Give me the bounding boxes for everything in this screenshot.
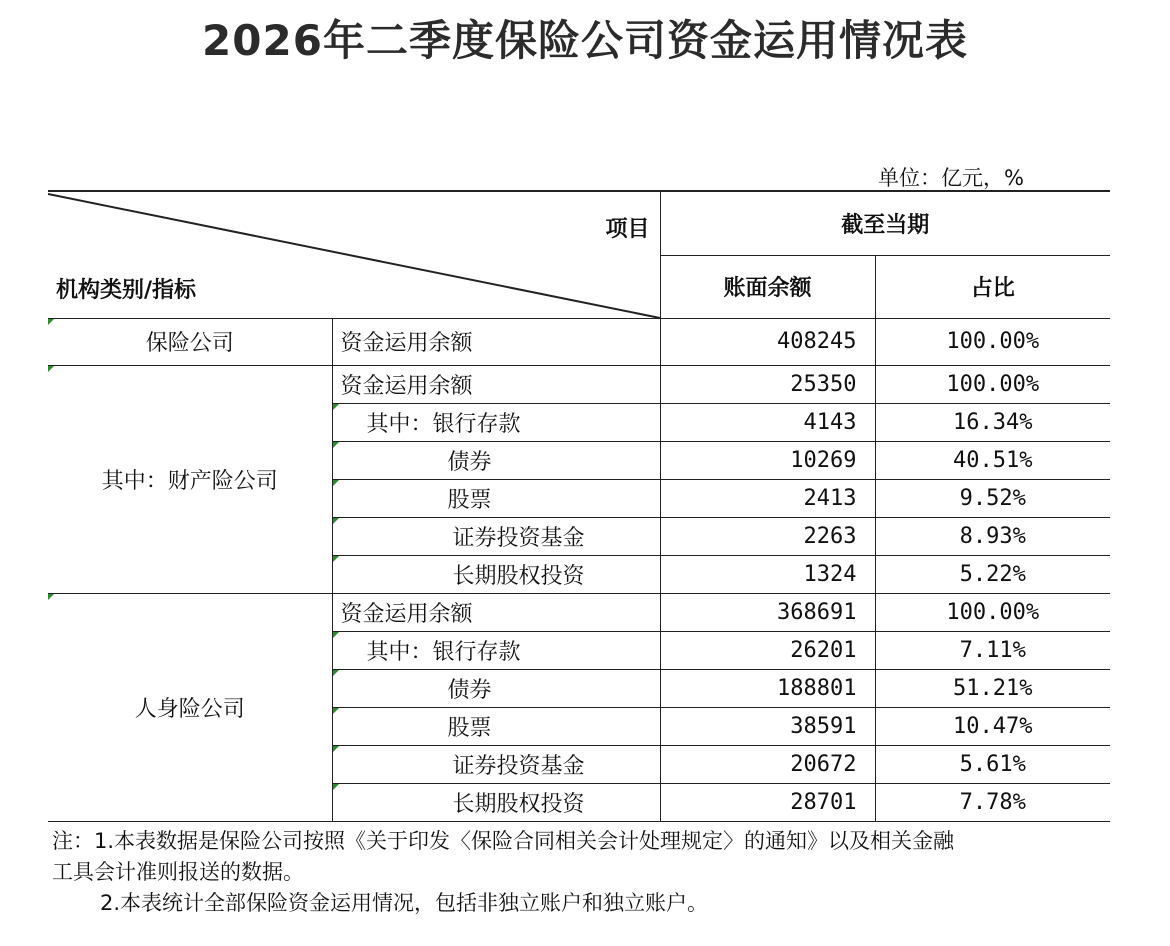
share-value: 100.00% xyxy=(875,365,1110,403)
page-title: 2026年二季度保险公司资金运用情况表 xyxy=(202,16,968,65)
share-value: 5.22% xyxy=(875,555,1110,593)
note-1-line-2: 工具会计准则报送的数据。 xyxy=(52,860,304,884)
unit-label: 单位：亿元，% xyxy=(878,166,1024,190)
balance-value: 38591 xyxy=(660,707,875,745)
share-value: 9.52% xyxy=(875,479,1110,517)
header-item: 项目 xyxy=(605,217,650,242)
header-balance: 账面余额 xyxy=(660,255,875,318)
table-row xyxy=(48,593,1110,631)
balance-value: 25350 xyxy=(660,365,875,403)
share-value: 16.34% xyxy=(875,403,1110,441)
share-value: 7.78% xyxy=(875,783,1110,821)
footnotes xyxy=(52,826,1132,919)
indicator-label: 其中：银行存款 xyxy=(332,403,660,441)
balance-value: 2263 xyxy=(660,517,875,555)
table-row xyxy=(48,365,1110,403)
share-value: 40.51% xyxy=(875,441,1110,479)
indicator-label: 证券投资基金 xyxy=(332,517,660,555)
balance-value: 4143 xyxy=(660,403,875,441)
indicator-label: 其中：银行存款 xyxy=(332,631,660,669)
share-value: 5.61% xyxy=(875,745,1110,783)
share-value: 51.21% xyxy=(875,669,1110,707)
balance-value: 2413 xyxy=(660,479,875,517)
balance-value: 20672 xyxy=(660,745,875,783)
share-value: 8.93% xyxy=(875,517,1110,555)
capital-usage-table xyxy=(48,190,1110,822)
indicator-label: 长期股权投资 xyxy=(332,783,660,821)
indicator-label: 资金运用余额 xyxy=(332,593,660,631)
share-value: 7.11% xyxy=(875,631,1110,669)
balance-value: 10269 xyxy=(660,441,875,479)
category-property: 其中：财产险公司 xyxy=(48,365,332,593)
balance-value: 368691 xyxy=(660,593,875,631)
balance-value: 408245 xyxy=(660,318,875,365)
indicator-label: 股票 xyxy=(332,479,660,517)
indicator-label: 长期股权投资 xyxy=(332,555,660,593)
note-2: 2.本表统计全部保险资金运用情况，包括非独立账户和独立账户。 xyxy=(100,891,709,915)
category-insurance: 保险公司 xyxy=(48,318,332,365)
indicator-label: 资金运用余额 xyxy=(332,365,660,403)
header-period: 截至当期 xyxy=(660,191,1110,255)
header-share: 占比 xyxy=(875,255,1110,318)
header-corner-cell xyxy=(48,191,660,318)
balance-value: 188801 xyxy=(660,669,875,707)
table-row xyxy=(48,318,1110,365)
indicator-label: 股票 xyxy=(332,707,660,745)
balance-value: 28701 xyxy=(660,783,875,821)
indicator-label: 证券投资基金 xyxy=(332,745,660,783)
share-value: 100.00% xyxy=(875,318,1110,365)
note-1-line-1: 注：1.本表数据是保险公司按照《关于印发〈保险合同相关会计处理规定〉的通知》以及相关金融 xyxy=(52,829,955,853)
header-institution: 机构类别/指标 xyxy=(56,277,197,303)
indicator-label: 债券 xyxy=(332,441,660,479)
indicator-label: 资金运用余额 xyxy=(332,318,660,365)
indicator-label: 债券 xyxy=(332,669,660,707)
share-value: 100.00% xyxy=(875,593,1110,631)
balance-value: 26201 xyxy=(660,631,875,669)
balance-value: 1324 xyxy=(660,555,875,593)
category-life: 人身险公司 xyxy=(48,593,332,821)
share-value: 10.47% xyxy=(875,707,1110,745)
